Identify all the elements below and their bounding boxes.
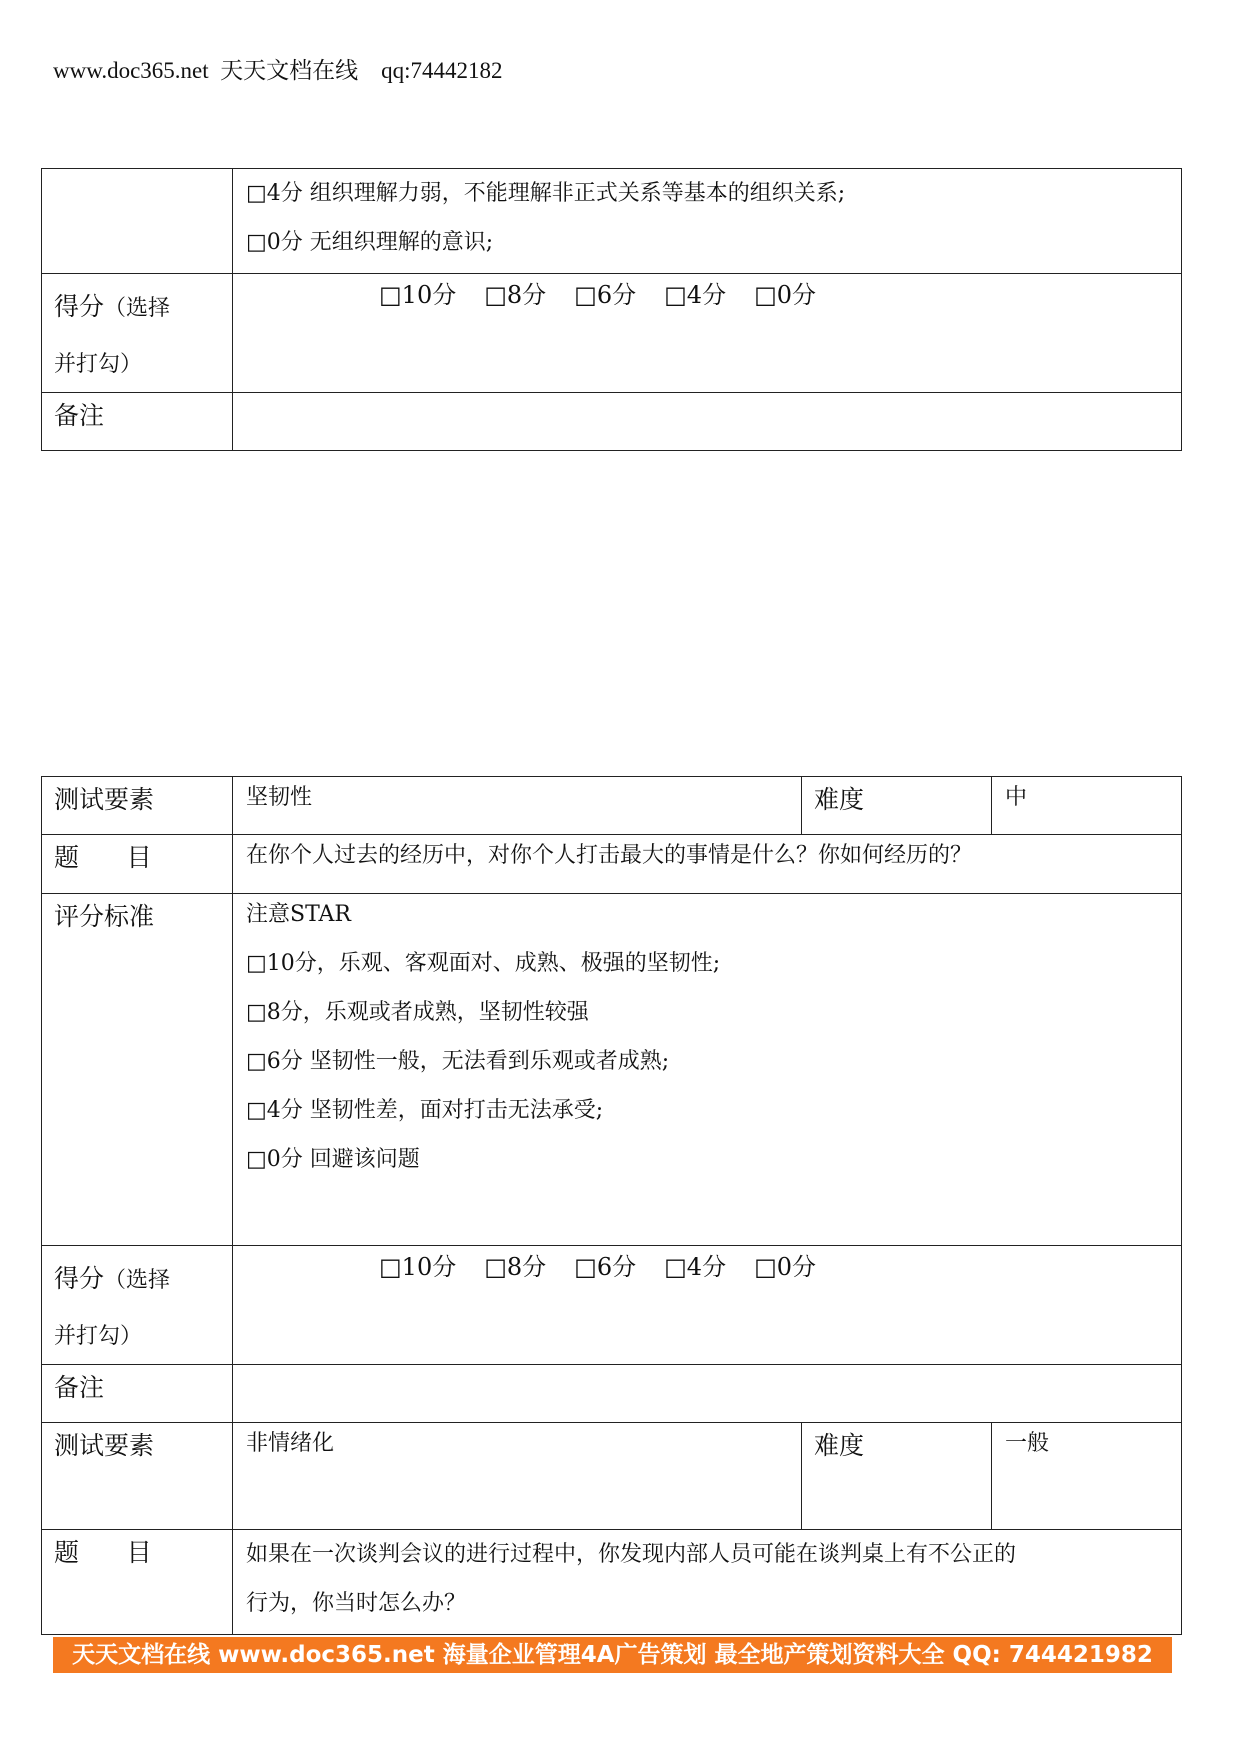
- score-option-10[interactable]: □10分: [379, 1253, 457, 1281]
- notes-field[interactable]: [233, 393, 1182, 451]
- footer-banner: 天天文档在线 www.doc365.net 海量企业管理4A广告策划 最全地产策划资料大全 QQ: 744421982: [53, 1637, 1172, 1673]
- score-option-6[interactable]: □6分: [574, 1253, 637, 1281]
- question-text: 在你个人过去的经历中，对你个人打击最大的事情是什么？你如何经历的？: [233, 835, 1182, 894]
- interview-table-2: [41, 776, 1182, 1635]
- element2-value: 非情绪化: [233, 1423, 802, 1530]
- score-option-0[interactable]: □0分: [754, 1253, 817, 1281]
- criteria-item: □8分，乐观或者成熟，坚韧性较强: [246, 1000, 589, 1025]
- score-option-8[interactable]: □8分: [484, 1253, 547, 1281]
- page-header: www.doc365.net 天天文档在线 qq:74442182: [53, 58, 503, 83]
- score-label: 得分（选择 并打勾）: [42, 274, 233, 393]
- criteria-item: □4分 组织理解力弱，不能理解非正式关系等基本的组织关系;: [246, 181, 846, 206]
- score-row: [42, 1246, 1182, 1365]
- criteria-item: 注意STAR: [246, 902, 351, 927]
- notes-field[interactable]: [233, 1365, 1182, 1423]
- question2-line: 如果在一次谈判会议的进行过程中，你发现内部人员可能在谈判桌上有不公正的: [246, 1542, 1017, 1567]
- element-row: [42, 777, 1182, 835]
- criteria-item: □4分 坚韧性差，面对打击无法承受;: [246, 1098, 604, 1123]
- criteria-item: □10分，乐观、客观面对、成熟、极强的坚韧性;: [246, 951, 721, 976]
- score-option-10[interactable]: □10分: [379, 281, 457, 309]
- question-label: 题 目: [42, 835, 233, 894]
- question2-row: [42, 1530, 1182, 1635]
- element-label: 测试要素: [42, 777, 233, 835]
- question2-label: 题 目: [42, 1530, 233, 1635]
- element2-label: 测试要素: [42, 1423, 233, 1530]
- score-option-4[interactable]: □4分: [664, 281, 727, 309]
- criteria-item: □0分 回避该问题: [246, 1147, 420, 1172]
- element-value: 坚韧性: [233, 777, 802, 835]
- difficulty-label: 难度: [802, 777, 992, 835]
- score-row: [42, 274, 1182, 393]
- difficulty2-label: 难度: [802, 1423, 992, 1530]
- notes-label: 备注: [42, 393, 233, 451]
- score-label: 得分（选择 并打勾）: [42, 1246, 233, 1365]
- criteria-item: □0分 无组织理解的意识;: [246, 230, 494, 255]
- score-option-6[interactable]: □6分: [574, 281, 637, 309]
- score-options: [233, 1246, 1182, 1365]
- question-row: [42, 835, 1182, 894]
- question2-line: 行为，你当时怎么办？: [246, 1591, 467, 1616]
- notes-row: [42, 393, 1182, 451]
- criteria-item: □6分 坚韧性一般，无法看到乐观或者成熟;: [246, 1049, 670, 1074]
- score-option-8[interactable]: □8分: [484, 281, 547, 309]
- criteria-row: [42, 169, 1182, 274]
- criteria-cell: [233, 894, 1182, 1246]
- criteria-cell: [233, 169, 1182, 274]
- question2-text: [233, 1530, 1182, 1635]
- notes-label: 备注: [42, 1365, 233, 1423]
- element2-row: [42, 1423, 1182, 1530]
- criteria-row: [42, 894, 1182, 1246]
- score-options: [233, 274, 1182, 393]
- score-option-4[interactable]: □4分: [664, 1253, 727, 1281]
- interview-table-1: [41, 168, 1182, 451]
- score-option-0[interactable]: □0分: [754, 281, 817, 309]
- criteria-label-cell: [42, 169, 233, 274]
- criteria-label: 评分标准: [42, 894, 233, 1246]
- difficulty-value: 中: [992, 777, 1182, 835]
- notes-row: [42, 1365, 1182, 1423]
- difficulty2-value: 一般: [992, 1423, 1182, 1530]
